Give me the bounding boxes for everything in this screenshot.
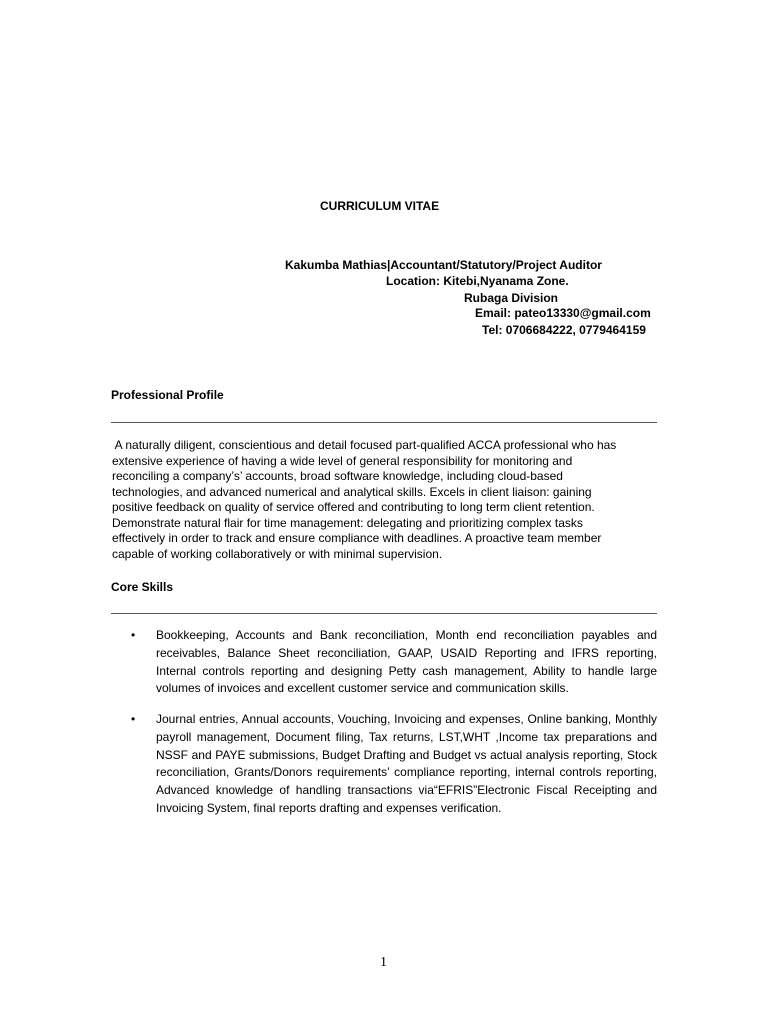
profile-line: effectively in order to track and ensure compliance with deadlines. A proactive team member <box>112 531 602 545</box>
bullet-marker: • <box>131 628 136 642</box>
professional-profile-heading: Professional Profile <box>111 388 224 402</box>
section-divider <box>111 422 657 423</box>
profile-line: A naturally diligent, conscientious and detail focused part-qualified ACCA professional who has <box>112 438 617 452</box>
core-skills-heading: Core Skills <box>111 580 174 594</box>
profile-line: reconciling a company’s’ accounts, broad software knowledge, including cloud-based <box>112 469 563 483</box>
profile-line: capable of working collaboratively or with minimal supervision. <box>112 546 443 561</box>
page-number: 1 <box>380 955 387 970</box>
division-line: Rubaga Division <box>464 291 559 305</box>
profile-line: Demonstrate natural flair for time management: delegating and prioritizing complex tasks <box>112 515 583 530</box>
core-skill-item: Bookkeeping, Accounts and Bank reconciliation, Month end reconciliation payables and receivables, Balance Sheet reconciliation, GAAP, USAID Reporting and IFRS reporting, Internal controls reporting and designing Petty cash management, Ability to handle large volumes of invoices and excellent customer service and communication skills. <box>156 628 657 696</box>
bullet-marker: • <box>131 712 136 726</box>
profile-line: extensive experience of having a wide level of general responsibility for monitoring and <box>112 453 573 468</box>
tel-line: Tel: 0706684222, 0779464159 <box>482 323 646 337</box>
email-line: Email: pateo13330@gmail.com <box>475 306 651 320</box>
location-line: Location: Kitebi,Nyanama Zone. <box>386 274 569 288</box>
section-divider <box>111 613 657 614</box>
professional-profile-text <box>112 438 672 562</box>
name-line: Kakumba Mathias|Accountant/Statutory/Project Auditor <box>285 258 602 272</box>
document-title: CURRICULUM VITAE <box>320 199 440 213</box>
profile-line: positive feedback on quality of service offered and contributing to long term client retention. <box>112 500 595 514</box>
profile-line: technologies, and advanced numerical and analytical skills. Excels in client liaison: gaining <box>112 484 592 499</box>
core-skill-item: Journal entries, Annual accounts, Vouching, Invoicing and expenses, Online banking, Monthly payroll management, Document filing, Tax returns, LST,WHT ,Income tax preparations and NSSF and PAYE submissions, Budget Drafting and Budget vs actual analysis reporting, Stock reconciliation, Grants/Donors requirements’ compliance reporting, internal controls reporting, Advanced knowledge of handling transactions via“EFRIS”Electronic Fiscal Receipting and Invoicing System, final reports drafting and expenses verification. <box>156 712 657 815</box>
